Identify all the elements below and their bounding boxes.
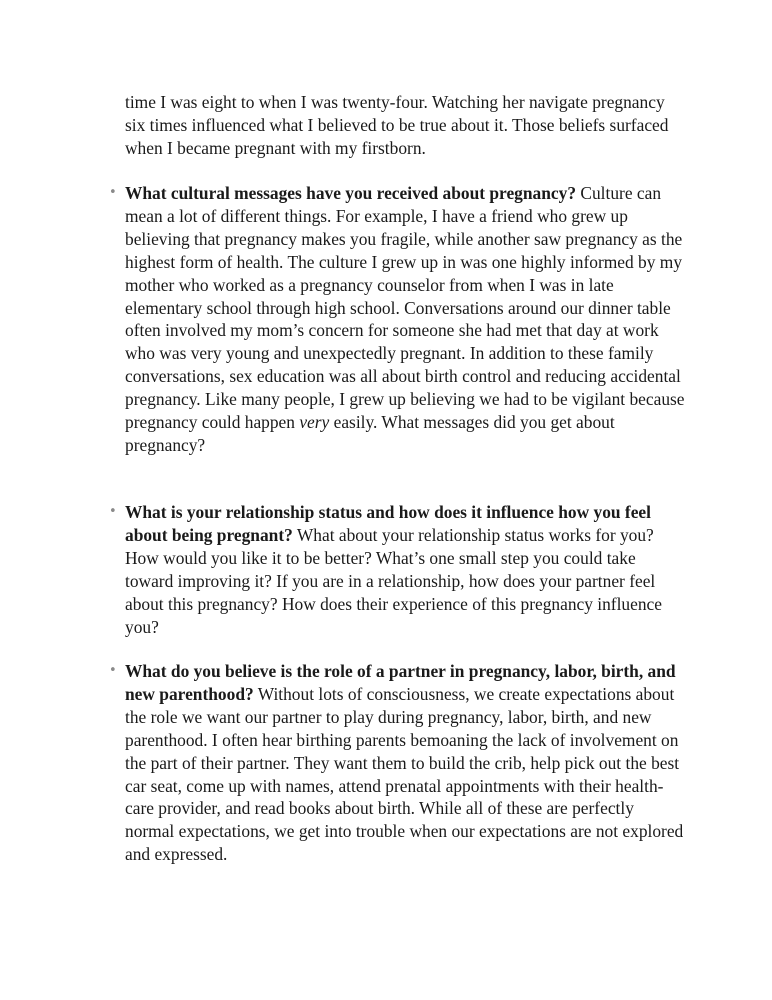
bullet-icon: • (109, 185, 117, 200)
question-item-partner-role (109, 660, 685, 866)
emphasis-text: very (299, 412, 330, 433)
question-heading: What is your relationship status and how does it influence how you feel about being pregnant? (125, 502, 651, 545)
question-body: Without lots of consciousness, we create expectations about the role we want our partner to play during pregnancy, labor, birth, and new parenthood. I often hear birthing parents bemoaning the lack of involvement on the part of their partner. They want them to build the crib, help pick out the best car seat, come up with names, attend prenatal appointments with their health-care provider, and read books about birth. While all of these are perfectly normal expectations, we get into trouble when our expectations are not explored and expressed. (125, 683, 684, 865)
question-body: Culture can mean a lot of different things. For example, I have a friend who grew up believing that pregnancy makes you fragile, while another saw pregnancy as the highest form of health. The culture I grew up in was one highly informed by my mother who worked as a pregnancy counselor from when I was in late elementary school through high school. Conversations around our dinner table often involved my mom’s concern for someone she had met that day at work who was very young and unexpectedly pregnant. In addition to these family conversations, sex education was all about birth control and reducing accidental pregnancy. Like many people, I grew up believing we had to be vigilant because pregnancy could happen (125, 183, 685, 433)
question-item-cultural-messages (109, 182, 685, 457)
bullet-icon: • (109, 504, 117, 519)
bullet-icon: • (109, 663, 117, 678)
question-body-continued: easily. What messages did you get about pregnancy? (125, 412, 615, 455)
question-heading: What cultural messages have you received about pregnancy? (125, 183, 577, 203)
question-heading: What do you believe is the role of a partner in pregnancy, labor, birth, and new parenthood? (125, 661, 676, 704)
question-item-relationship-status (109, 501, 685, 638)
intro-paragraph: time I was eight to when I was twenty-four. Watching her navigate pregnancy six times influenced what I believed to be true about it. Those beliefs surfaced when I became pregnant with my firstborn. (125, 92, 669, 158)
question-body: What about your relationship status works for you? How would you like it to be better? What’s one small step you could take toward improving it? If you are in a relationship, how does your partner feel about this pregnancy? How does their experience of this pregnancy influence you? (125, 524, 662, 637)
